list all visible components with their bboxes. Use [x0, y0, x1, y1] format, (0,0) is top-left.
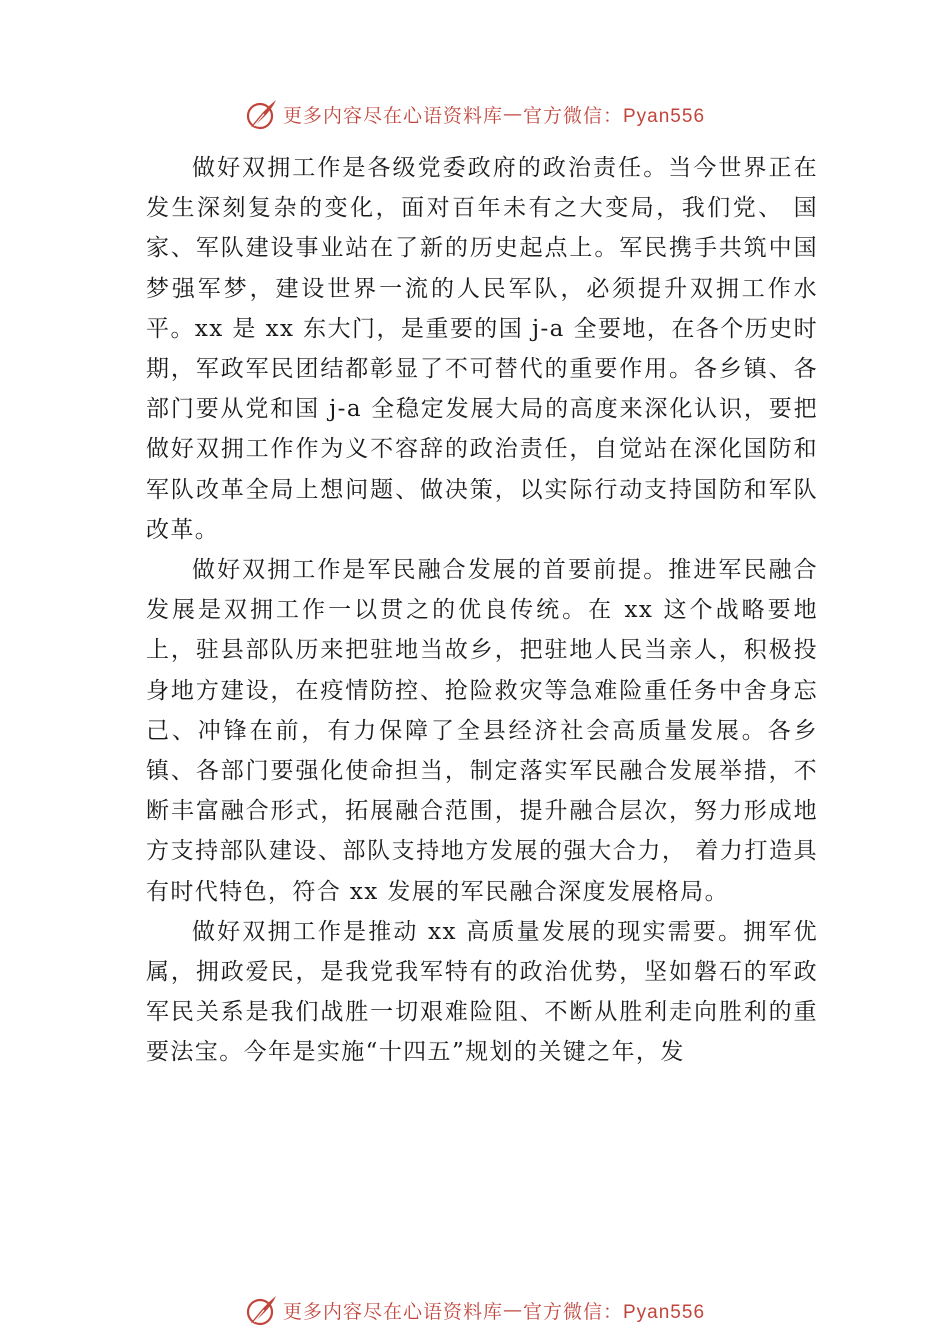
paragraph-1: 做好双拥工作是各级党委政府的政治责任。当今世界正在发生深刻复杂的变化，面对百年未有之大变局，我们党、 国家、军队建设事业站在了新的历史起点上。军民携手共筑中国梦强军梦，建设世界一流的人民军队，必须提升双拥工作水平。xx 是 xx 东大门，是重要的国 j-a 全要地，在各个历史时期，军政军民团结都彰显了不可替代的重要作用。各乡镇、各部门要从党和国 j-a 全稳定发展大局的高度来深化认识，要把做好双拥工作作为义不容辞的政治责任，自觉站在深化国防和军队改革全局上想问题、做决策，以实际行动支持国防和军队改革。 [146, 155, 818, 543]
footer-main-text: 更多内容尽在心语资料库 [282, 1300, 503, 1323]
footer-dash: — [503, 1299, 523, 1321]
header-main-text: 更多内容尽在心语资料库 [282, 104, 503, 127]
footer-banner [0, 1290, 950, 1330]
quill-pen-logo-icon [245, 97, 279, 131]
paragraph-3: 做好双拥工作是推动 xx 高质量发展的现实需要。拥军优属，拥政爱民，是我党我军特有的政治优势，坚如磐石的军政军民关系是我们战胜一切艰难险阻、不断从胜利走向胜利的重要法宝。今年是实施“十四五”规划的关键之年，发 [146, 918, 818, 1066]
header-dash: — [503, 103, 523, 125]
quill-pen-logo-icon [245, 1293, 279, 1327]
footer-sub-text: 官方微信：Pyan556 [523, 1301, 706, 1323]
paragraph-2: 做好双拥工作是军民融合发展的首要前提。推进军民融合发展是双拥工作一以贯之的优良传统。在 xx 这个战略要地上，驻县部队历来把驻地当故乡，把驻地人民当亲人，积极投身地方建设，在疫情防控、抢险救灾等急难险重任务中舍身忘己、冲锋在前，有力保障了全县经济社会高质量发展。各乡镇、各部门要强化使命担当，制定落实军民融合发展举措，不断丰富融合形式，拓展融合范围，提升融合层次，努力形成地方支持部队建设、部队支持地方发展的强大合力， 着力打造具有时代特色，符合 xx 发展的军民融合深度发展格局。 [146, 557, 818, 905]
header-banner [0, 94, 950, 134]
document-body [146, 148, 818, 1073]
header-sub-text: 官方微信：Pyan556 [523, 105, 706, 127]
